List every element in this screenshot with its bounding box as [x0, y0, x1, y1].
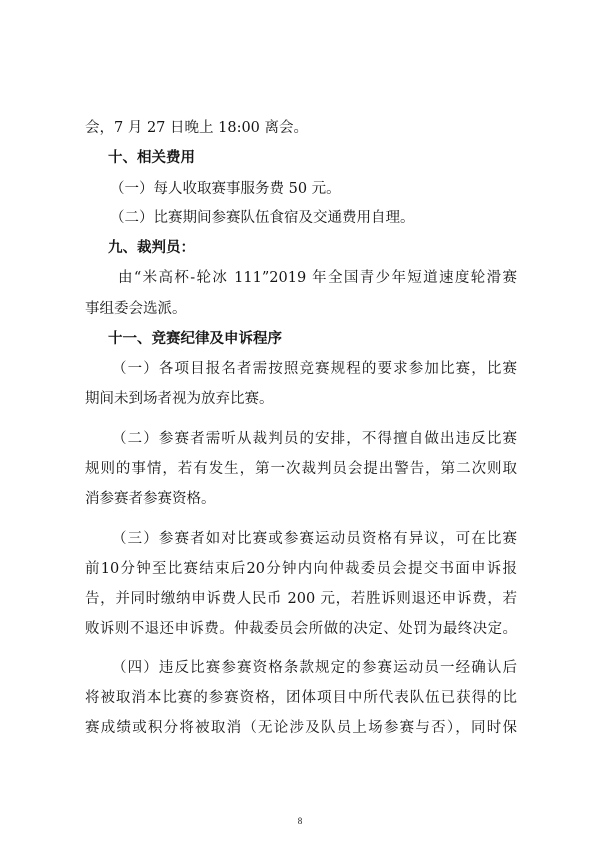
section-heading-fees: 十、相关费用	[108, 150, 195, 166]
continuation-line: 会，7 月 27 日晚上 18:00 离会。	[85, 120, 309, 136]
fee-item: （二）比赛期间参赛队伍食宿及交通费用自理。	[110, 210, 415, 226]
section-heading-discipline: 十一、竞赛纪律及申诉程序	[108, 331, 282, 347]
page-number: 8	[297, 816, 303, 826]
clause-line: 告，并同时缴纳申诉费人民币 200 元，若胜诉则退还申诉费，若	[85, 591, 517, 607]
clause-line: 败诉则不退还申诉费。仲裁委员会所做的决定、处罚为最终决定。	[85, 621, 517, 637]
clause-line: 将被取消本比赛的参赛资格，团体项目中所代表队伍已获得的比	[85, 690, 517, 706]
clause-line: 规则的事情，若有发生，第一次裁判员会提出警告，第二次则取	[85, 461, 517, 477]
clause-line: 消参赛者参赛资格。	[85, 491, 216, 507]
paragraph-line: 由“米高杯-轮冰 111”2019 年全国青少年短道速度轮滑赛	[118, 270, 517, 286]
clause-line: （一）各项目报名者需按照竞赛规程的要求参加比赛，比赛	[112, 361, 517, 377]
clause-line: （三）参赛者如对比赛或参赛运动员资格有异议，可在比赛	[112, 531, 517, 547]
clause-line: 前10分钟至比赛结束后20分钟内向仲裁委员会提交书面申诉报	[85, 561, 517, 577]
clause-line: （四）违反比赛参赛资格条款规定的参赛运动员一经确认后	[112, 660, 517, 676]
clause-line: 期间未到场者视为放弃比赛。	[85, 391, 274, 407]
section-heading-referees: 九、裁判员：	[108, 240, 195, 256]
clause-line: 赛成绩或积分将被取消（无论涉及队员上场参赛与否），同时保	[85, 720, 517, 736]
paragraph-line: 事组委会选派。	[85, 301, 187, 317]
clause-line: （二）参赛者需听从裁判员的安排，不得擅自做出违反比赛	[112, 431, 517, 447]
fee-item: （一）每人收取赛事服务费 50 元。	[110, 181, 341, 197]
